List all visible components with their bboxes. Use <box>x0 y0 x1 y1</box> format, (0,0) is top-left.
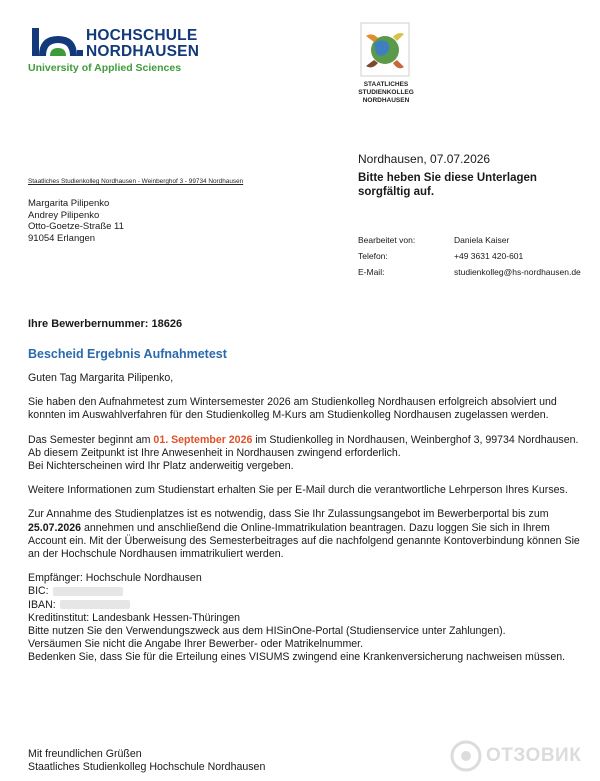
place-date: Nordhausen, 07.07.2026 <box>358 152 491 166</box>
bank-bic <box>28 585 588 598</box>
studienkolleg-logo-text <box>352 81 420 105</box>
bank-note: Versäumen Sie nicht die Angabe Ihrer Bewerber- oder Matrikelnummer. <box>28 638 364 651</box>
closing <box>28 748 265 774</box>
closing-signature: Staatliches Studienkolleg Hochschule Nordhausen <box>28 761 266 774</box>
email-label: E-Mail: <box>358 267 385 277</box>
kolleg-logo-line1: STAATLICHES <box>363 81 409 88</box>
paragraph-info: Weitere Informationen zum Studienstart erhalten Sie per E-Mail durch die verantwortliche Lehrperson Ihres Kurses. <box>28 484 568 497</box>
bank-iban <box>28 599 588 612</box>
subject-heading: Bescheid Ergebnis Aufnahmetest <box>28 347 227 361</box>
recipient-line: Andrey Pilipenko <box>28 209 100 221</box>
keep-note: Bitte heben Sie diese Unterlagen sorgfältig auf. <box>358 172 537 198</box>
letter-body <box>28 372 588 665</box>
handled-value: Daniela Kaiser <box>454 235 510 245</box>
recipient-line: Margarita Pilipenko <box>28 198 110 209</box>
bank-note: Bitte nutzen Sie den Verwendungszweck aus dem HISinOne-Portal (Studienservice unter Zahlungen). <box>28 625 506 638</box>
university-subtitle: University of Applied Sciences <box>28 62 182 74</box>
bank-institute: Kreditinstitut: Landesbank Hessen-Thüringen <box>28 611 240 624</box>
phone-label: Telefon: <box>358 251 388 261</box>
text-segment: Das Semester beginnt am <box>28 433 154 446</box>
kolleg-logo-line3: NORDHAUSEN <box>362 97 410 104</box>
recipient-line: Otto-Goetze-Straße 11 <box>28 221 124 232</box>
applicant-number: Ihre Bewerbernummer: 18626 <box>28 318 183 330</box>
text-segment: Zur Annahme des Studienplatzes ist es notwendig, dass Sie Ihr Zulassungsangebot im Bewerberportal bis zum <box>28 508 549 521</box>
paragraph-semester-start <box>28 434 588 474</box>
university-name-line2: NORDHAUSEN <box>86 43 200 60</box>
contact-block <box>358 232 581 280</box>
paragraph-admission: Sie haben den Aufnahmetest zum Wintersemester 2026 am Studienkolleg Nordhausen erfolgreich absolviert und konnten im Auswahlverfahren für den Studienkolleg M-Kurs am Studienkolleg Nordhausen zugelassen werden. <box>28 396 557 422</box>
text-segment: annehmen und anschließend die Online-Immatrikulation beantragen. Dazu loggen Sie sich in Ihrem Account ein. Mit der Überweisung des Semesterbeitrages auf die nachfolgend genannte Kontoverbindung können Sie an der Hochschule Nordhausen immatrikuliert werden. <box>28 521 580 561</box>
studienkolleg-logo-icon <box>360 22 410 77</box>
university-name-line1: HOCHSCHULE <box>86 27 198 44</box>
watermark-text: ОТЗОВИК <box>486 745 582 766</box>
bic-label: BIC: <box>28 585 49 598</box>
closing-greeting: Mit freundlichen Grüßen <box>28 748 142 760</box>
bank-note: Bedenken Sie, dass Sie für die Erteilung eines VISUMS zwingend eine Krankenversicherung nachweisen müssen. <box>28 651 566 664</box>
text-segment: Bei Nichterscheinen wird Ihr Platz anderweitig vergeben. <box>28 460 294 473</box>
acceptance-deadline: 25.07.2026 <box>28 521 82 534</box>
bank-recipient: Empfänger: Hochschule Nordhausen <box>28 572 202 585</box>
bank-details <box>28 572 588 664</box>
handled-label: Bearbeitet von: <box>358 235 416 245</box>
recipient-address <box>28 198 124 244</box>
sender-line: Staatliches Studienkolleg Nordhausen - Weinberghof 3 - 99734 Nordhausen <box>28 178 244 185</box>
university-name <box>86 28 199 60</box>
semester-start-date: 01. September 2026 <box>153 433 253 446</box>
recipient-line: 91054 Erlangen <box>28 232 96 244</box>
redacted-bic <box>53 587 123 596</box>
phone-value: +49 3631 420-601 <box>454 251 524 261</box>
salutation: Guten Tag Margarita Pilipenko, <box>28 372 174 384</box>
iban-label: IBAN: <box>28 598 56 611</box>
kolleg-logo-line2: STUDIENKOLLEG <box>358 89 414 96</box>
text-segment: im Studienkolleg in Nordhausen, Weinberghof 3, 99734 Nordhausen. Ab diesem Zeitpunkt ist Ihre Anwesenheit in Nordhausen zwingend erforderlich. <box>28 433 579 459</box>
paragraph-acceptance <box>28 508 588 561</box>
redacted-iban <box>60 600 130 609</box>
email-value: studienkolleg@hs-nordhausen.de <box>454 267 581 277</box>
